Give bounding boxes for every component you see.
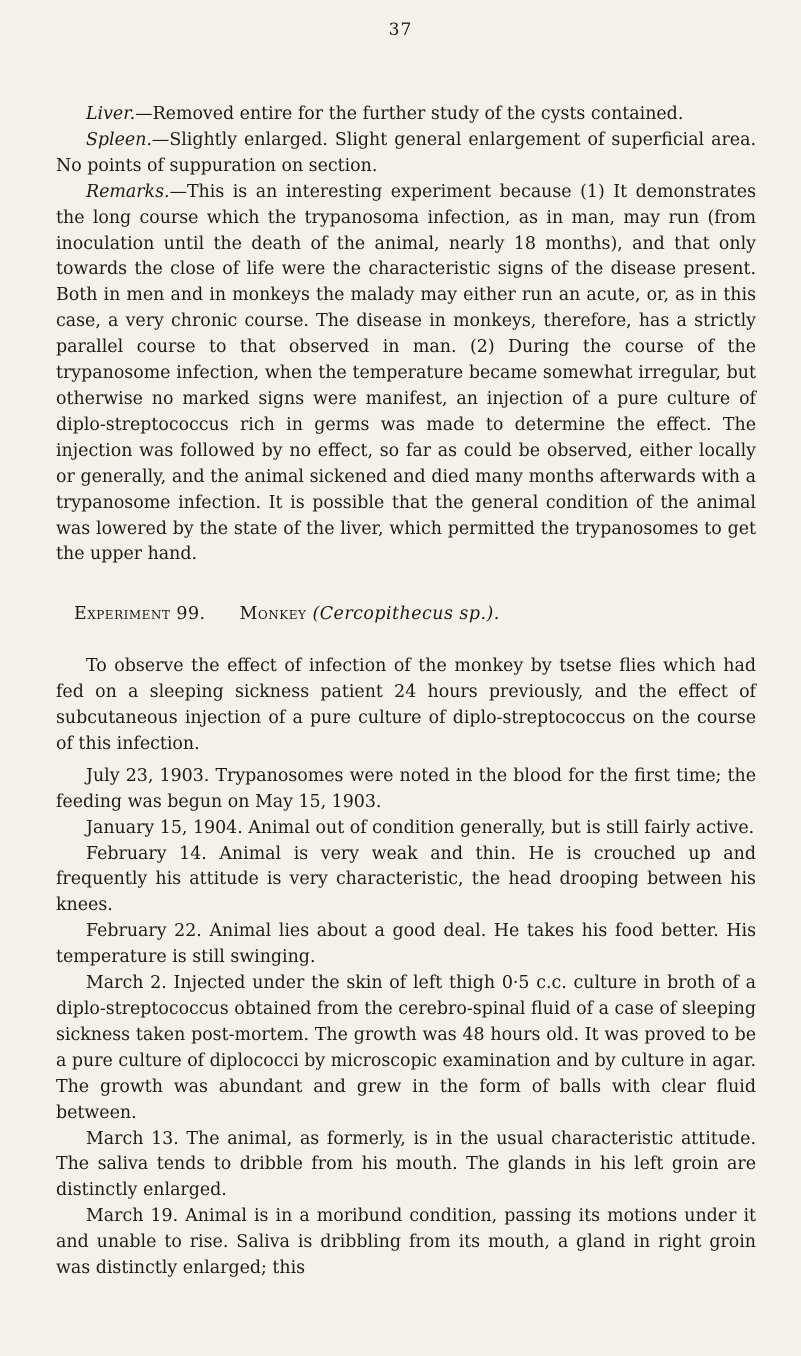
experiment-subject: Monkey xyxy=(239,604,307,625)
body-paragraph: February 14. Animal is very weak and thin. He is crouched up and frequently his attitude is very characteristic, the head drooping between his knees. xyxy=(56,843,756,916)
body-paragraph: March 19. Animal is in a moribund condition, passing its motions under it and unable to rise. Saliva is dribbling from its mouth, a gland in right groin was distinctly enlarged; this xyxy=(56,1206,756,1279)
spleen-paragraph xyxy=(56,128,756,180)
body-paragraph: March 13. The animal, as formerly, is in the usual characteristic attitude. The saliva tends to dribble from his mouth. The glands in his left groin are distinctly enlarged. xyxy=(56,1128,756,1201)
liver-paragraph xyxy=(56,102,756,128)
body-paragraph: January 15, 1904. Animal out of condition generally, but is still fairly active. xyxy=(86,817,755,838)
body-paragraph: February 22. Animal lies about a good deal. He takes his food better. His temperature is still swinging. xyxy=(56,921,756,968)
experiment-number: Experiment 99. xyxy=(74,604,206,625)
paragraph-lead: Liver. xyxy=(86,104,136,124)
body-paragraph: July 23, 1903. Trypanosomes were noted in the blood for the first time; the feeding was begun on May 15, 1903. xyxy=(56,765,756,812)
remarks-paragraph xyxy=(56,180,756,569)
paragraph-text: —Slightly enlarged. Slight general enlargement of superficial area. No points of suppuration on section. xyxy=(56,129,756,176)
body-paragraph: To observe the effect of infection of the monkey by tsetse flies which had fed on a sleeping sickness patient 24 hours previously, and the effect of subcutaneous injection of a pure culture of diplo-streptococcus on the course of this infection. xyxy=(56,656,756,754)
paragraph-text: —Removed entire for the further study of the cysts contained. xyxy=(135,104,684,124)
experiment-genus: (Cercopithecus sp.). xyxy=(312,604,500,625)
experiment-heading xyxy=(56,602,756,628)
body-paragraph: March 2. Injected under the skin of left thigh 0·5 c.c. culture in broth of a diplo-streptococcus obtained from the cerebro-spinal fluid of a case of sleeping sickness taken post-mortem. The growth was 48 hours old. It was proved to be a pure culture of diplococci by microscopic examination and by culture in agar. The growth was abundant and grew in the form of balls with clear fluid between. xyxy=(56,973,756,1123)
page-body xyxy=(56,102,756,1282)
page-number: 37 xyxy=(388,20,413,40)
paragraph-lead: Remarks. xyxy=(86,181,170,202)
paragraph-lead: Spleen. xyxy=(86,129,152,150)
paragraph-text: —This is an interesting experiment because (1) It demonstrates the long course which the trypanosoma infection, as in man, may run (from inoculation until the death of the animal, nearly 18 months), and that only towards the close of life were the characteristic signs of the disease present. Both in men and in monkeys the malady may either run an acute, or, as in this case, a very chronic course. The disease in monkeys, therefore, has a strictly parallel course to that observed in man. (2) During the course of the trypanosome infection, when the temperature became somewhat irregular, but otherwise no marked signs were manifest, an injection of a pure culture of diplo-streptococcus rich in germs was made to determine the effect. The injection was followed by no effect, so far as could be observed, either locally or generally, and the animal sickened and died many months afterwards with a trypanosome infection. It is possible that the general condition of the animal was lowered by the state of the liver, which permitted the trypanosomes to get the upper hand. xyxy=(56,181,756,565)
